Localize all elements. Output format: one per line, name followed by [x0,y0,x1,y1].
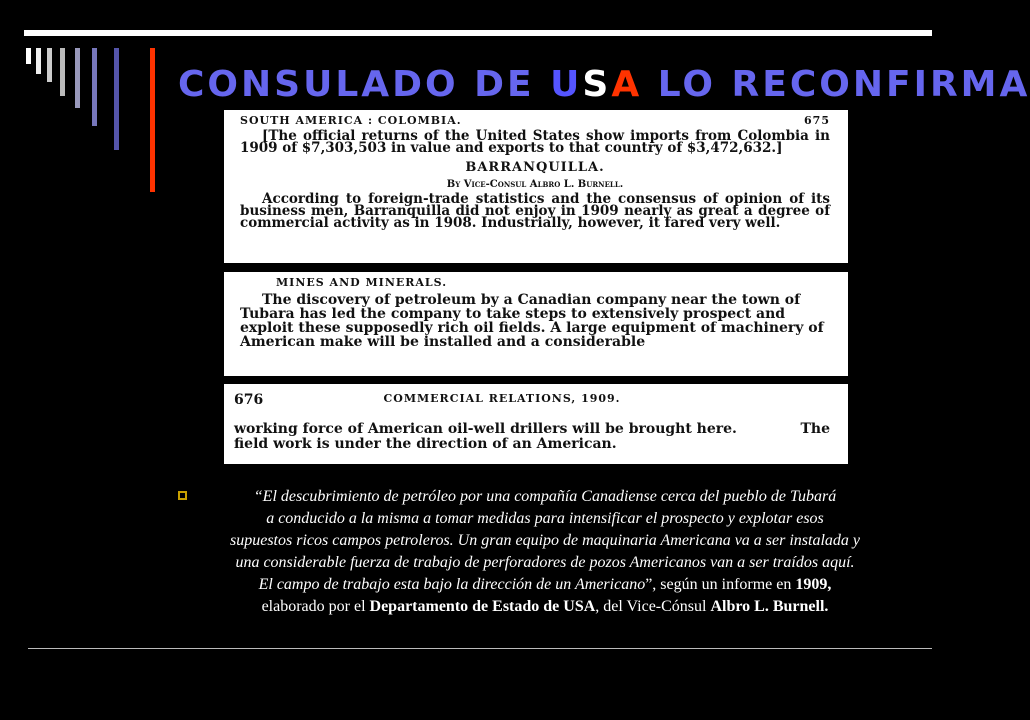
quote-line-5-rest: ”, según un informe en [645,576,796,593]
title-letter-u: U [550,64,583,105]
quote-line-5-italic: El campo de trabajo esta bajo la dirección de un Americano [258,576,646,593]
quote-department: Departamento de Estado de USA [369,598,596,615]
clipping-line-1-text: working force of American oil-well drillers will be brought here. [234,421,737,437]
bar-1 [26,48,31,64]
quote-line-5 [150,574,940,596]
quote-line-1: “El descubrimiento de petróleo por una compañía Canadiense cerca del pueblo de Tubará [253,488,837,505]
quote-line-3: supuestos ricos campos petroleros. Un gran equipo de maquinaria Americana va a ser instalada y [229,532,861,549]
clipping-header-commercial: COMMERCIAL RELATIONS, 1909. [383,392,621,405]
clipping-header [240,114,830,127]
clipping-paragraph-petroleum: The discovery of petroleum by a Canadian company near the town of Tubara has led the company to take steps to extensively prospect and exploit these supposedly rich oil fields. A large equipment of machinery of American make will be installed and a considerable [240,292,824,350]
document-clipping-mines [224,272,848,376]
clipping-page-number: 675 [804,114,830,127]
quote-consul-name: Albro L. Burnell. [710,598,829,615]
bar-3 [47,48,52,82]
bar-5 [75,48,80,108]
slide-title [178,64,1030,105]
quote-line-2: a conducido a la misma a tomar medidas para intensificar el prospecto y explotar esos [266,510,824,527]
bottom-rule [28,648,932,649]
quote-line-6 [150,596,940,618]
clipping-line-1 [234,422,830,437]
clipping-header-mines: MINES AND MINERALS. [276,276,448,289]
clipping-paragraph-trade: [The official returns of the United States show imports from Colombia in 1909 of $7,303,503 in value and exports to that country of $3,472,632.] [240,128,830,156]
clipping-header-left: SOUTH AMERICA : COLOMBIA. [240,114,462,127]
quote-line-4: una considerable fuerza de trabajo de perforadores de pozos Americanos van a ser traídos aquí. [235,554,855,571]
document-clipping-colombia [224,110,848,263]
title-part1: CONSULADO DE [178,64,551,105]
bar-7 [114,48,119,150]
quote-year: 1909, [795,576,832,593]
top-rule [24,30,932,36]
clipping-line-2: field work is under the direction of an American. [234,436,617,452]
quote-line-6-a: elaborado por el [261,598,370,615]
clipping-header-row [234,392,830,408]
bar-2 [36,48,41,74]
bar-4 [60,48,65,96]
bar-8 [150,48,155,192]
title-letter-s: S [582,64,612,105]
clipping-page-number-676: 676 [234,392,264,408]
translation-quote [150,486,940,618]
clipping-byline: By Vice-Consul Albro L. Burnell. [446,179,624,190]
title-part2: LO RECONFIRMA [642,64,1030,105]
quote-line-6-b: , del Vice-Cónsul [595,598,711,615]
clipping-paragraph-commerce: According to foreign-trade statistics and the consensus of opinion of its business men, Barranquilla did not enjoy in 1909 nearly as great a degree of commercial activity as in 1908. Industrially, however, it fared very well. [240,191,830,231]
clipping-line-1-end: The [800,421,830,437]
clipping-heading-barranquilla: BARRANQUILLA. [465,160,605,175]
title-letter-a: A [611,64,643,105]
document-clipping-commercial [224,384,848,464]
bar-6 [92,48,97,126]
